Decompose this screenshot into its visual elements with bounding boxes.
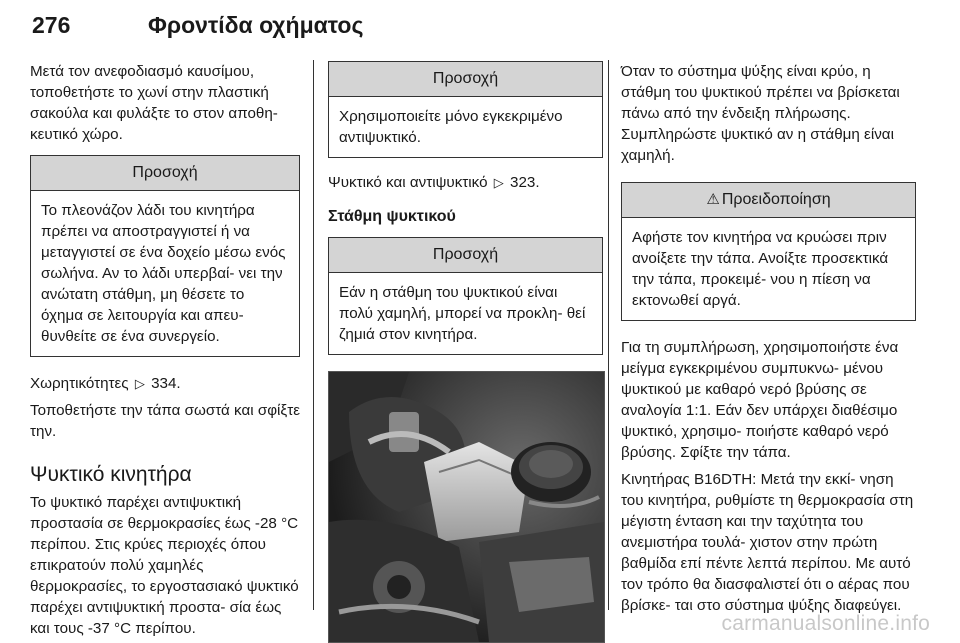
caution-body: Χρησιμοποιείτε μόνο εγκεκριμένο αντιψυκτικό. [339, 108, 563, 146]
section-heading-coolant: Ψυκτικό κινητήρα [30, 463, 192, 486]
column-divider [313, 60, 314, 610]
column-middle [328, 61, 603, 643]
capacities-reference [30, 373, 300, 394]
engine-b16dth-paragraph: Κινητήρας B16DTH: Μετά την εκκί- νηση του κινητήρα, ρυθμίστε τη θερμοκρασία στη μέγιστη ένταση και την ταχύτητα του ανεμιστήρα τουλά- χιστον στην πρώτη βαθμίδα επί πέντε λεπτά περίπου. Με αυτό τον τρόπο θα διασφαλιστεί ότι ο αέρας που βρίσκε- ται στο σύστημα ψύξης διαφεύγει. [621, 471, 914, 614]
column-right [621, 61, 916, 616]
column-left [30, 61, 300, 639]
coolant-paragraph: Το ψυκτικό παρέχει αντιψυκτική προστασία σε θερμοκρασίες έως -28 °C περίπου. Στις κρύες περιοχές όπου επικρατούν πολύ χαμηλές θερμοκρασίες, το εργοστασιακό ψυκτικό παρέχει αντιψυκτική προστα- σία έως και τους -37 °C περίπου. [30, 494, 299, 637]
caution-title: Προσοχή [329, 62, 602, 97]
page-header [30, 0, 930, 50]
capacities-page: 334. [151, 375, 181, 392]
caution-body: Το πλεονάζον λάδι του κινητήρα πρέπει να αποστραγγιστεί ή να μεταγγιστεί σε ένα δοχείο μέσω ενός σωλήνα. Αν το λάδι υπερβαί- νει την ανώτατη στάθμη, μη θέσετε το όχημα σε λειτουργία και απευ- θυνθείτε σε ένα συνεργείο. [41, 202, 286, 345]
capacities-text: Χωρητικότητες [30, 375, 129, 392]
cold-system-paragraph: Όταν το σύστημα ψύξης είναι κρύο, η στάθμη του ψυκτικού πρέπει να βρίσκεται πάνω από την ένδειξη πλήρωσης. Συμπληρώστε ψυκτικό αν η στάθμη είναι χαμηλή. [621, 63, 900, 164]
chapter-title: Φροντίδα οχήματος [148, 12, 364, 38]
caution-body: Εάν η στάθμη του ψυκτικού είναι πολύ χαμηλή, μπορεί να προκλη- θεί ζημιά στον κινητήρα. [339, 284, 586, 343]
site-watermark: carmanualsonline.info [721, 612, 930, 635]
coolant-reference-text: Ψυκτικό και αντιψυκτικό [328, 174, 488, 191]
intro-paragraph: Μετά τον ανεφοδιασμό καυσίμου, τοποθετήστε το χωνί στην πλαστική σακούλα και φυλάξτε το στον αποθη- κευτικό χώρο. [30, 63, 278, 143]
engine-bay-photo [328, 371, 605, 643]
refit-cap-paragraph: Τοποθετήστε την τάπα σωστά και σφίξτε την. [30, 402, 300, 440]
subsection-heading-coolant-level: Στάθμη ψυκτικού [328, 208, 456, 225]
coolant-reference-page: 323. [510, 174, 540, 191]
caution-box [30, 155, 300, 357]
reference-arrow-icon: ▷ [493, 175, 504, 190]
warning-body: Αφήστε τον κινητήρα να κρυώσει πριν ανοίξετε την τάπα. Ανοίξτε προσεκτικά την τάπα, προκειμέ- νου η πίεση να εκτονωθεί αργά. [632, 229, 889, 309]
warning-box [621, 182, 916, 321]
caution-title: Προσοχή [329, 238, 602, 273]
topup-paragraph: Για τη συμπλήρωση, χρησιμοποιήστε ένα μείγμα εγκεκριμένου συμπυκνω- μένου ψυκτικού με καθαρό νερό βρύσης σε αναλογία 1:1. Εάν δεν υπάρχει διαθέσιμο ψυκτικό, χρησιμο- ποιήστε καθαρό νερό βρύσης. Σφίξτε την τάπα. [621, 339, 899, 461]
warning-title [622, 183, 915, 218]
caution-title: Προσοχή [31, 156, 299, 191]
coolant-reference [328, 172, 603, 193]
warning-triangle-icon: ⚠ [706, 191, 720, 208]
column-divider [608, 60, 609, 610]
page-number: 276 [32, 12, 71, 38]
caution-box [328, 61, 603, 158]
reference-arrow-icon: ▷ [134, 376, 145, 391]
engine-bay-illustration [329, 372, 604, 642]
warning-title-text: Προειδοποίηση [721, 191, 831, 208]
caution-box [328, 237, 603, 355]
